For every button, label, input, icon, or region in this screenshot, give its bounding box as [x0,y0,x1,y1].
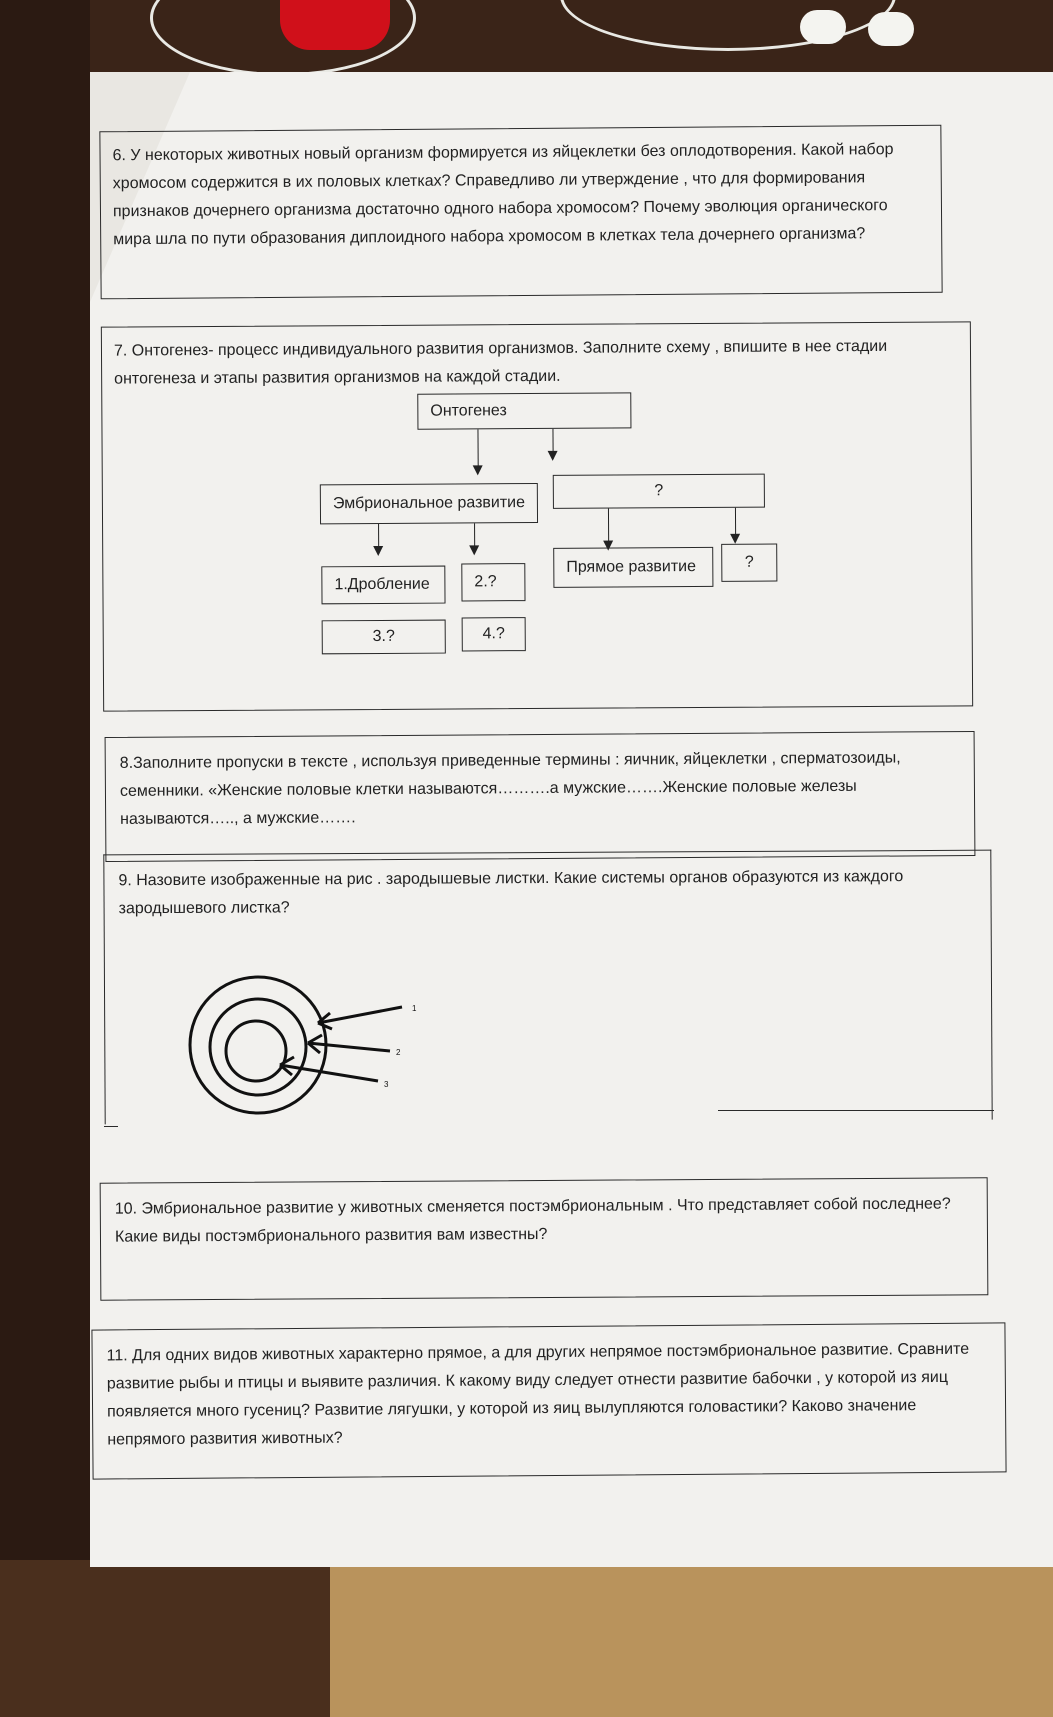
layer-label-3: 3 [384,1080,389,1089]
scheme-embryonic-label: Эмбриональное развитие [332,494,526,513]
arrow-to-direct [608,509,609,549]
question-11-text: 11. Для одних видов животных характерно прямое, а для других непрямое постэмбриональное развитие. Сравните развитие рыбы и птицы и выявите различия. К какому виду следует отнести развитие бабочки , у которой из яиц появляется много гусениц? Развитие лягушки, у которой из яиц вылупляются головастики? Каково значение непрямого развития животных? [106,1340,970,1449]
scheme-step3-box [322,620,446,655]
earbud-right [868,12,914,46]
earbud-left [800,10,846,44]
inner-layer-ring [226,1021,286,1081]
pointer-arrow-2 [308,1043,390,1051]
question-11-box [91,1322,1006,1479]
scheme-unknown-type-label: ? [744,553,754,571]
scheme-direct-box [553,547,713,588]
scheme-step2-box [461,563,525,601]
question-10-box [100,1177,989,1300]
table-surface-left [0,0,90,1717]
scheme-step3-label: 3.? [372,627,395,646]
question-9-box-edge-right [718,1110,994,1111]
question-8-box [105,731,976,862]
scheme-direct-label: Прямое развитие [566,558,697,576]
germ-layers-figure [180,965,440,1125]
question-6-text: 6. У некоторых животных новый организм формируется из яйцеклетки без оплодотворения. Какой набор хромосом содержится в их половых клетках? Справедливо ли утверждение , что для формирования признаков дочернего организма достаточно одного набора хромосом? Почему эволюция органического мира шла по пути образования диплоидного набора хромосом в клетках тела дочернего организма? [112,141,894,249]
scheme-root-label: Онтогенез [430,402,507,420]
question-7-box [101,321,973,711]
question-9-box-edge-left [104,1126,118,1127]
layer-label-1: 1 [412,1004,417,1013]
arrow-to-unknown-stage [552,429,553,459]
question-6-box [99,125,942,300]
scheme-unknown-stage-box [553,474,765,509]
wooden-floor [330,1560,1053,1717]
question-8-text: 8.Заполните пропуски в тексте , используя приведенные термины : яичник, яйцеклетки , сперматозоиды, семенники. «Женские половые клетки называются……….а мужские…….Женские половые железы называются….., а мужские……. [119,749,901,828]
scheme-unknown-stage-label: ? [654,482,664,500]
layer-label-2: 2 [396,1048,401,1057]
scheme-step1-label: 1.Дробление [334,575,430,594]
scheme-step4-box [462,617,526,651]
question-10-text: 10. Эмбриональное развитие у животных сменяется постэмбриональным . Что представляет собой последнее? Какие виды постэмбрионального развития вам известны? [114,1195,951,1246]
scheme-root-box [417,392,631,429]
scheme-embryonic-box [320,483,538,524]
scheme-step4-label: 4.? [482,625,505,643]
arrow-to-unknown-type [735,508,736,542]
pointer-arrow-1 [318,1007,402,1023]
earphone-cable [150,0,416,76]
arrow-to-embryonic [477,429,478,473]
question-9-text: 9. Назовите изображенные на рис . зародышевые листки. Какие системы органов образуются из каждого зародышевого листка? [118,868,904,918]
scheme-unknown-type-box [721,544,777,582]
arrow-to-step1 [378,524,379,554]
arrow-to-step2 [474,523,475,553]
question-7-text: 7. Онтогенез- процесс индивидуального развития организмов. Заполните схему , впишите в нее стадии онтогенеза и этапы развития организмов на каждой стадии. [113,337,888,388]
scheme-step2-label: 2.? [474,573,497,591]
scheme-step1-box [321,566,445,605]
